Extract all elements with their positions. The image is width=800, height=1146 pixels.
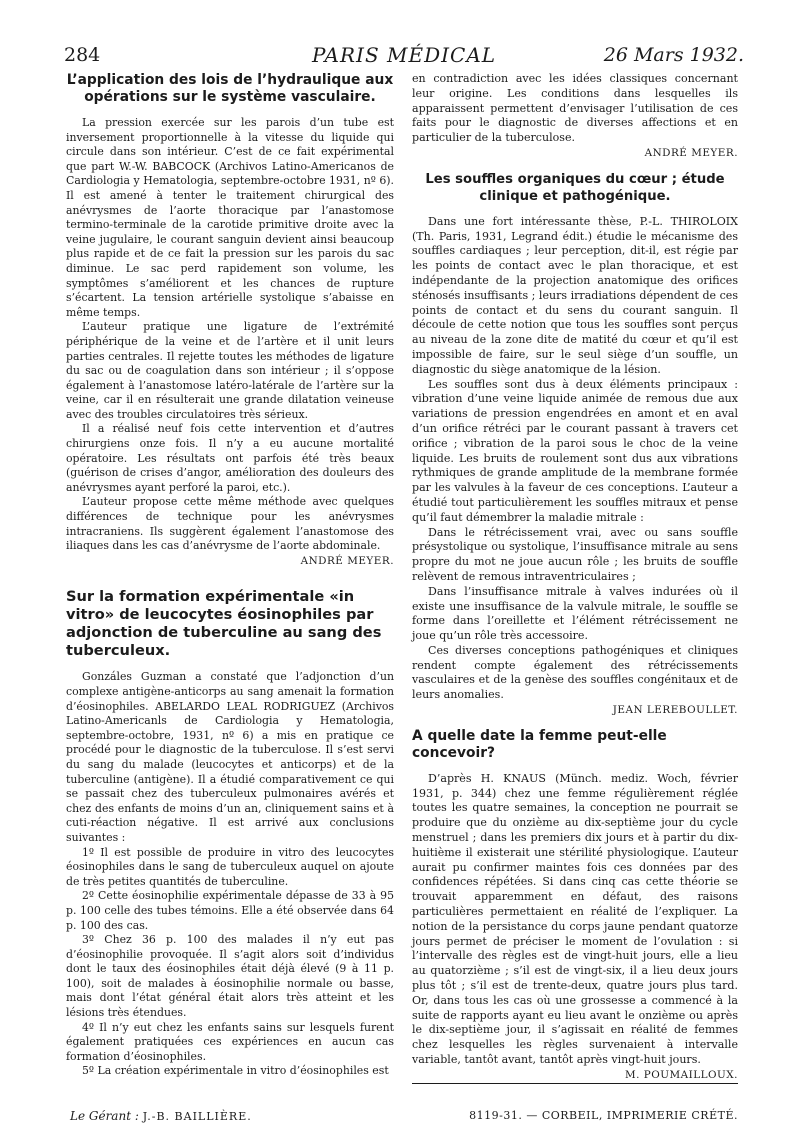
- paragraph: 2º Cette éosinophilie expérimentale dépasse de 33 à 95 p. 100 celle des tubes témoins. Elle a été observée dans 64 p. 100 des cas.: [66, 889, 394, 932]
- paragraph: 3º Chez 36 p. 100 des malades il n’y eut pas d’éosinophilie provoquée. Il s’agit alors soit d’individus dont le taux des éosinophiles était déjà élevé (9 à 11 p. 100), soit de malades à éosinophilie normale ou basse, mais dont l’état général était alors très atteint et les lésions très étendues.: [66, 933, 394, 1020]
- article-title: L’application des lois de l’hydraulique aux opérations sur le système vasculaire.: [66, 72, 394, 105]
- printer-line: 8119-31. — CORBEIL, IMPRIMERIE CRÉTÉ.: [469, 1109, 738, 1122]
- paragraph: Dans le rétrécissement vrai, avec ou sans souffle présystolique ou systolique, l’insuffisance mitrale au sens propre du mot ne joue aucun rôle ; les bruits de souffle relèvent de remous intraventriculaires ;: [412, 525, 738, 583]
- left-column: [66, 72, 394, 1079]
- running-header: [64, 38, 744, 68]
- author-signature: ANDRÉ MEYER.: [644, 146, 738, 159]
- right-column: [412, 72, 738, 1084]
- paragraph: Gonzáles Guzman a constaté que l’adjonction d’un complexe antigène-anticorps au sang amenait la formation d’éosinophiles. ABELARDO LEAL RODRIGUEZ (Archivos Latino-Americanls de Cardiologia y Hematologia, septembre-octobre, 1931, nº 6) a mis en pratique ce procédé pour le diagnostic de la tuberculose. Il s’est servi du sang du malade (leucocytes et anticorps) et de la tuberculine (antigène). Il a étudié comparativement ce qui se passait chez des tuberculeux pulmonaires avérés et chez des enfants de moins d’un an, cliniquement sains et à cuti-réaction négative. Il est arrivé aux conclusions suivantes :: [66, 670, 394, 844]
- page-number: 284: [64, 44, 101, 66]
- author-signature: M. POUMAILLOUX.: [624, 1068, 738, 1081]
- paragraph: D’après H. KNAUS (Münch. mediz. Woch, février 1931, p. 344) chez une femme régulièrement réglée toutes les quatre semaines, la conception ne pourrait se produire que du onzième au dix-septième jour du cycle menstruel ; dans les premiers dix jours et à partir du dix-huitième il existerait une stérilité physiologique. L’auteur aurait pu confirmer maintes fois ces données par des confidences répétées. Si dans cinq cas cette théorie se trouvait apparemment en défaut, des raisons particulières permettaient en réalité de l’expliquer. La notion de la persistance du corps jaune pendant quatorze jours permet de préciser le moment de l’ovulation : si l’intervalle des règles est de vingt-huit jours, elle a lieu au quatorzième ; s’il est de vingt-six, il a lieu deux jours plus tôt ; s’il est de trente-deux, quatre jours plus tard. Or, dans tous les cas où une grossesse a commencé à la suite de rapports ayant eu lieu avant le onzième ou après le dix-septième jour, il s’agissait en réalité de femmes chez lesquelles les règles survenaient à intervalle variable, tantôt avant, tantôt après vingt-huit jours.: [412, 771, 738, 1067]
- end-rule: [412, 1083, 738, 1084]
- paragraph: L’auteur pratique une ligature de l’extrémité périphérique de la veine et de l’artère et il unit leurs parties centrales. Il rejette toutes les méthodes de ligature du sac ou de coagulation dans son intérieur ; il s’oppose également à l’anastomose latéro-latérale de l’artère sur la veine, car il en résulterait une grande dilatation veineuse avec des troubles circulatoires très sérieux.: [66, 320, 394, 421]
- journal-title: PARIS MÉDICAL: [311, 43, 497, 67]
- paragraph: 1º Il est possible de produire in vitro des leucocytes éosinophiles dans le sang de tuberculeux auquel on ajoute de très petites quantités de tuberculine.: [66, 845, 394, 888]
- gerant-label: Le Gérant :: [70, 1109, 139, 1123]
- paragraph: Les souffles sont dus à deux éléments principaux : vibration d’une veine liquide animée de remous due aux variations de pression engendrées en amont et en aval d’un orifice rétréci par le courant passant à travers cet orifice ; vibration de la paroi sous le choc de la veine liquide. Les bruits de roulement sont dus aux vibrations rythmiques de grande amplitude de la membrane formée par les valvules à la faveur de ces conceptions. L’auteur a étudié tout particulièrement les souffles mitraux et pense qu’il faut démembrer la maladie mitrale :: [412, 377, 738, 524]
- article-title: A quelle date la femme peut-elle concevoir?: [412, 727, 667, 761]
- article-title: Les souffles organiques du cœur ; étude clinique et pathogénique.: [425, 171, 725, 204]
- page-footer: [70, 1109, 738, 1129]
- issue-date: 26 Mars 1932.: [603, 44, 744, 66]
- article-title: Sur la formation expérimentale «in vitro» de leucocytes éosinophiles par adjonction de tuberculine au sang des tuberculeux.: [66, 588, 382, 660]
- author-signature: JEAN LEREBOULLET.: [612, 704, 738, 717]
- gerant-line: [70, 1109, 252, 1123]
- paragraph: Dans l’insuffisance mitrale à valves indurées où il existe une insuffisance de la valvule mitrale, le souffle se forme dans l’oreillette et l’élément rétrécissement ne joue qu’un rôle très accessoire.: [412, 584, 738, 643]
- paragraph: Dans une fort intéressante thèse, P.-L. THIROLOIX (Th. Paris, 1931, Legrand édit.) étudie le mécanisme des souffles cardiaques ; leur perception, dit-il, est régie par les points de contact avec le plan thoracique, et est indépendante de la projection anatomique des orifices sténosés insuffisants ; leurs irradiations dépendent de ces points de contact et du sens du courant sanguin. Il découle de cette notion que tous les souffles sont perçus au niveau de la zone dite de matité du cœur et qu’il est impossible de faire, sur le seul siège d’un souffle, un diagnostic du siège anatomique de la lésion.: [412, 214, 738, 376]
- paragraph: Il a réalisé neuf fois cette intervention et d’autres chirurgiens onze fois. Il n’y a eu aucune mortalité opératoire. Les résultats ont parfois été très beaux (guérison de crises d’angor, amélioration des douleurs des anévrysmes ayant perforé la paroi, etc.).: [66, 422, 394, 494]
- author-signature: ANDRÉ MEYER.: [300, 554, 394, 567]
- paragraph: 4º Il n’y eut chez les enfants sains sur lesquels furent également pratiquées ces expériences en aucun cas formation d’éosinophiles.: [66, 1020, 394, 1063]
- paragraph: 5º La création expérimentale in vitro d’éosinophiles est: [82, 1064, 389, 1078]
- paragraph: Ces diverses conceptions pathogéniques et cliniques rendent compte également des rétrécissements vasculaires et de la genèse des souffles congénitaux et de leurs anomalies.: [412, 643, 738, 702]
- paragraph: en contradiction avec les idées classiques concernant leur origine. Les conditions dans lesquelles ils apparaissent permettent d’envisager l’utilisation de ces faits pour le diagnostic de diverses affections et en particulier de la tuberculose.: [412, 72, 738, 145]
- gerant-name: J.-B. BAILLIÈRE.: [142, 1110, 252, 1123]
- paragraph: La pression exercée sur les parois d’un tube est inversement proportionnelle à la vitesse du liquide qui circule dans son intérieur. C’est de ce fait expérimental que part W.-W. BABCOCK (Archivos Latino-Americanos de Cardiologia y Hematologia, septembre-octobre 1931, nº 6). Il est amené à tenter le traitement chirurgical des anévrysmes de l’aorte thoracique par l’anastomose termino-terminale de la carotide primitive droite avec la veine jugulaire, le courant sanguin devient ainsi beaucoup plus rapide et de ce fait la pression sur les parois du sac diminue. Le sac perd rapidement son volume, les symptômes s’améliorent et les chances de rupture s’écartent. La tension artérielle systolique s’abaisse en même temps.: [66, 116, 394, 319]
- paragraph: L’auteur propose cette même méthode avec quelques différences de technique pour les anévrysmes intracraniens. Ils suggèrent également l’anastomose des iliaques dans les cas d’anévrysme de l’aorte abdominale.: [66, 495, 394, 553]
